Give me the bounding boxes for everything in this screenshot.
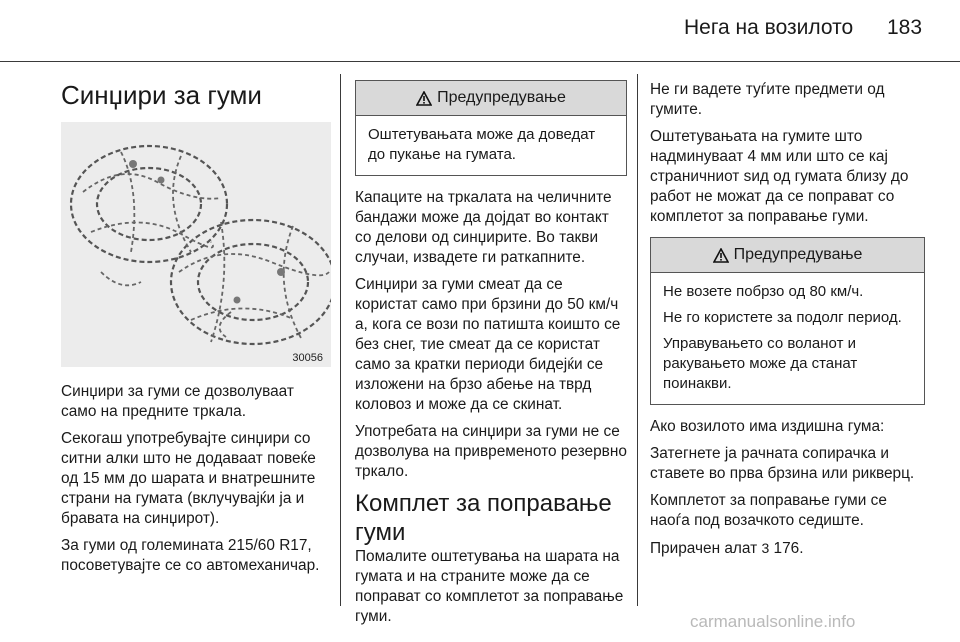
column-divider-1 <box>340 74 341 606</box>
paragraph: Употребата на синџири за гуми не се дозволува на привременото резервно тркало. <box>355 423 627 480</box>
reference-text: Прирачен алат <box>650 540 758 557</box>
middle-column <box>355 80 627 634</box>
paragraph: Синџири за гуми смеат да се користат само при брзини до 50 км/ч а, кога се вози по патишта коишто се без снег, тие смеат да се користат само за кратки периоди бидејќи се изложени на брзо абење на тврд коловоз и може да се скинат. <box>355 276 621 413</box>
paragraph: Комплетот за поправање гуми се наоѓа под возачкото седиште. <box>650 492 887 529</box>
section-heading-snow-chains: Синџири за гуми <box>61 80 262 110</box>
paragraph: Капаците на тркалата на челичните бандажи може да дојдат во контакт со делови од синџирите. Во такви случаи, извадете ги раткапните. <box>355 189 612 266</box>
warning-header <box>356 81 626 116</box>
warning-line: Не возете побрзо од 80 км/ч. <box>663 283 864 300</box>
paragraph: Оштетувањата на гумите што надминуваат 4 мм или што се кај страничниот ѕид од гумата близу до работ не можат да се поправат со комплетот за поправање гуми. <box>650 128 909 225</box>
warning-line: Не го користете за подолг период. <box>663 309 902 326</box>
warning-triangle-icon <box>713 248 729 263</box>
warning-triangle-icon <box>416 91 432 106</box>
header-rule <box>0 61 960 62</box>
paragraph: Не ги вадете туѓите предмети од гумите. <box>650 81 885 118</box>
warning-line: Управувањето со воланот и ракувањето може да станат поинакви. <box>663 335 858 392</box>
page-number: 183 <box>887 16 923 39</box>
paragraph: Ако возилото има издишна гума: <box>650 418 885 435</box>
paragraph: Помалите оштетувања на шарата на гумата и на страните може да се поправат со комплетот за поправање гуми. <box>355 548 624 625</box>
warning-title: Предупредување <box>733 246 863 263</box>
figure-id: 30056 <box>292 352 323 364</box>
reference-page-link[interactable]: 176. <box>773 540 804 557</box>
warning-header <box>651 238 924 273</box>
snow-chains-illustration <box>61 122 331 367</box>
warning-text: Оштетувањата може да доведат до пукање на гумата. <box>368 126 596 163</box>
paragraph: Синџири за гуми се дозволуваат само на предните тркала. <box>61 383 294 420</box>
section-heading-tyre-repair-kit: Комплет за поправање гуми <box>355 490 612 546</box>
warning-title: Предупредување <box>437 89 566 106</box>
warning-box <box>355 80 627 176</box>
paragraph: За гуми од големината 215/60 R17, посоветувајте се со автомеханичар. <box>61 537 320 574</box>
warning-box <box>650 237 925 405</box>
right-column <box>650 80 925 566</box>
paragraph: Затегнете ја рачната сопирачка и ставете во прва брзина или рикверц. <box>650 445 915 482</box>
running-header-title: Нега на возилото <box>684 16 854 39</box>
watermark: carmanualsonline.info <box>690 612 856 631</box>
column-divider-2 <box>637 74 638 606</box>
reference-arrow-icon: 3 <box>761 540 770 556</box>
cross-reference <box>650 538 925 559</box>
chain-drawing <box>61 122 331 367</box>
paragraph: Секогаш употребувајте синџири со ситни алки што не додаваат повеќе од 15 мм до шарата и внатрешните страни на гумата (вклучувајќи ја и бравата на синџирот). <box>61 430 316 527</box>
left-column <box>61 80 331 583</box>
